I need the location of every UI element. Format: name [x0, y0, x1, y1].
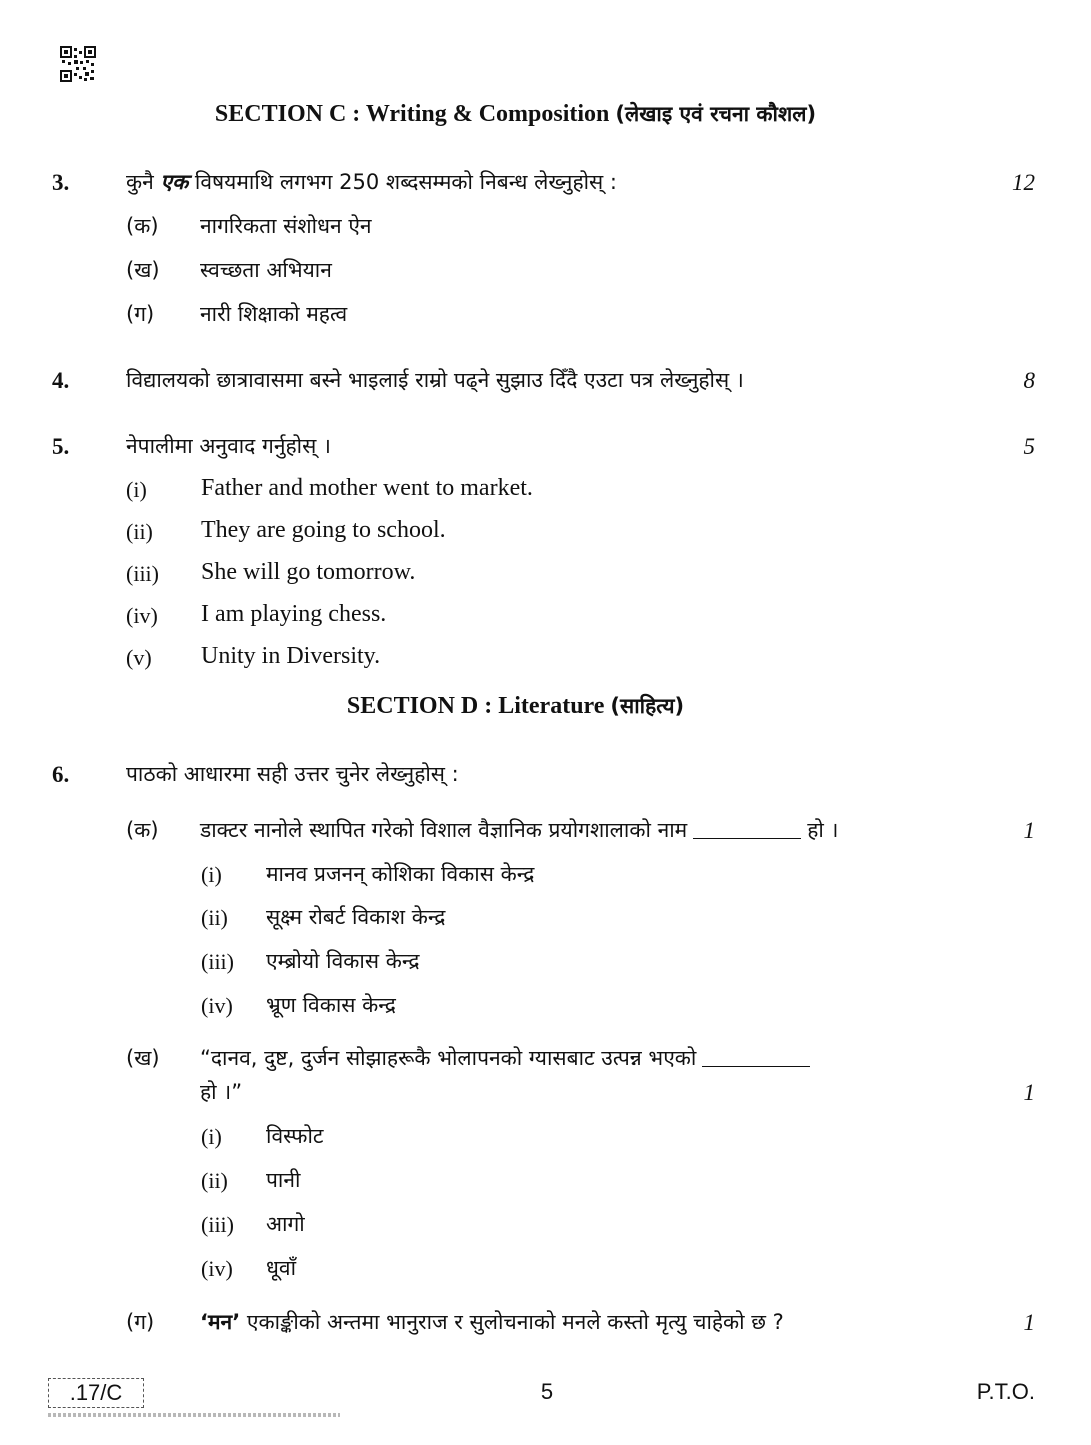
answer-blank: [693, 837, 801, 839]
question-3-text-emphasis: एक: [160, 170, 189, 194]
question-6a-option-label: (ii): [201, 905, 228, 930]
question-5-item-text: She will go tomorrow.: [201, 559, 416, 585]
question-6c-marks: 1: [1023, 1310, 1035, 1335]
question-5-item-text: I am playing chess.: [201, 601, 387, 627]
question-3-text-pre: कुनै: [126, 170, 161, 194]
paper-code-box: [48, 1378, 144, 1408]
question-6a-option-label: (iii): [201, 949, 234, 974]
question-3-option-text: नारी शिक्षाको महत्व: [200, 302, 348, 326]
question-6a-option-label: (i): [201, 862, 222, 887]
question-3-option-text: नागरिकता संशोधन ऐन: [200, 214, 372, 238]
question-6-text: पाठको आधारमा सही उत्तर चुनेर लेख्नुहोस् :: [126, 762, 459, 786]
micro-text-line: [48, 1413, 340, 1417]
question-6c-text-post: एकाङ्कीको अन्तमा भानुराज र सुलोचनाको मनले कस्तो मृत्यु चाहेको छ ?: [240, 1310, 784, 1334]
question-6b-option-text: आगो: [266, 1212, 305, 1236]
question-5-item-label: (v): [126, 645, 152, 670]
section-d-title: SECTION D : Literature: [346, 693, 605, 719]
question-6b-option-text: पानी: [266, 1168, 301, 1192]
qr-code-icon: [60, 46, 96, 82]
question-5-marks: 5: [1023, 434, 1035, 459]
question-6b-text-line2: हो ।”: [200, 1080, 243, 1104]
question-6c-label: (ग): [126, 1310, 155, 1334]
question-3-text-post: विषयमाथि लगभग 250 शब्दसम्मको निबन्ध लेख्नुहोस् :: [188, 170, 617, 194]
question-3-number: 3.: [52, 170, 70, 195]
question-6a-text-pre: डाक्टर नानोले स्थापित गरेको विशाल वैज्ञानिक प्रयोगशालाको नाम: [200, 818, 688, 842]
question-5-item-text: They are going to school.: [201, 517, 446, 543]
question-5-item-label: (iii): [126, 561, 159, 586]
question-3-option-label: (ख): [126, 258, 160, 282]
question-6a-option-text: सूक्ष्म रोबर्ट विकाश केन्द्र: [266, 905, 446, 929]
question-6b-option-label: (i): [201, 1124, 222, 1149]
question-4-marks: 8: [1023, 368, 1035, 393]
question-6b-marks: 1: [1023, 1080, 1035, 1105]
question-4-number: 4.: [52, 368, 70, 393]
section-c-title-devanagari: (लेखाइ एवं रचना कौशल): [615, 102, 817, 126]
question-5-text: नेपालीमा अनुवाद गर्नुहोस् ।: [126, 434, 331, 458]
question-5-item-text: Unity in Diversity.: [201, 643, 381, 669]
question-3-option-label: (ग): [126, 302, 155, 326]
question-3-option-label: (क): [126, 214, 159, 238]
question-6a-text-post: हो ।: [807, 818, 839, 842]
question-4-text: विद्यालयको छात्रावासमा बस्ने भाइलाई राम्रो पढ्ने सुझाउ दिँदै एउटा पत्र लेख्नुहोस् ।: [126, 368, 744, 392]
section-c-title: SECTION C : Writing & Composition: [214, 101, 610, 127]
question-5-item-label: (i): [126, 477, 147, 502]
question-6a-text: [200, 816, 838, 844]
question-6b-option-text: विस्फोट: [266, 1124, 324, 1148]
question-5-item-label: (iv): [126, 603, 158, 628]
page-number: 5: [540, 1379, 554, 1404]
question-3-text: [126, 168, 617, 196]
section-c-heading: [0, 100, 1031, 128]
answer-blank: [702, 1065, 810, 1067]
question-6b-option-text: धूवाँ: [266, 1256, 297, 1280]
question-6b-option-label: (iii): [201, 1212, 234, 1237]
question-6c-text: [200, 1308, 784, 1336]
section-d-title-devanagari: (साहित्य): [610, 694, 685, 718]
question-6a-marks: 1: [1023, 818, 1035, 843]
question-6-number: 6.: [52, 762, 70, 787]
section-d-heading: [0, 692, 1031, 720]
question-6b-text: “दानव, दुष्ट, दुर्जन सोझाहरूकै भोलापनको ग्यासबाट उत्पन्न भएको: [200, 1046, 697, 1070]
question-3-marks: 12: [1012, 170, 1035, 195]
question-6a-option-text: भ्रूण विकास केन्द्र: [266, 993, 396, 1017]
question-6a-option-text: मानव प्रजनन् कोशिका विकास केन्द्र: [266, 862, 535, 886]
question-6b-text-line1: [200, 1044, 980, 1072]
question-5-number: 5.: [52, 434, 70, 459]
question-6c-text-emphasis: ‘मन’: [200, 1310, 241, 1334]
question-6b-option-label: (iv): [201, 1256, 233, 1281]
question-6b-label: (ख): [126, 1046, 160, 1070]
question-6b-option-label: (ii): [201, 1168, 228, 1193]
question-6a-option-text: एम्ब्रोयो विकास केन्द्र: [266, 949, 420, 973]
question-6a-option-label: (iv): [201, 993, 233, 1018]
paper-code: .17/C: [69, 1380, 123, 1405]
question-5-item-text: Father and mother went to market.: [201, 475, 533, 501]
question-5-item-label: (ii): [126, 519, 153, 544]
please-turn-over: P.T.O.: [976, 1379, 1035, 1404]
question-3-option-text: स्वच्छता अभियान: [200, 258, 332, 282]
question-6a-label: (क): [126, 818, 159, 842]
